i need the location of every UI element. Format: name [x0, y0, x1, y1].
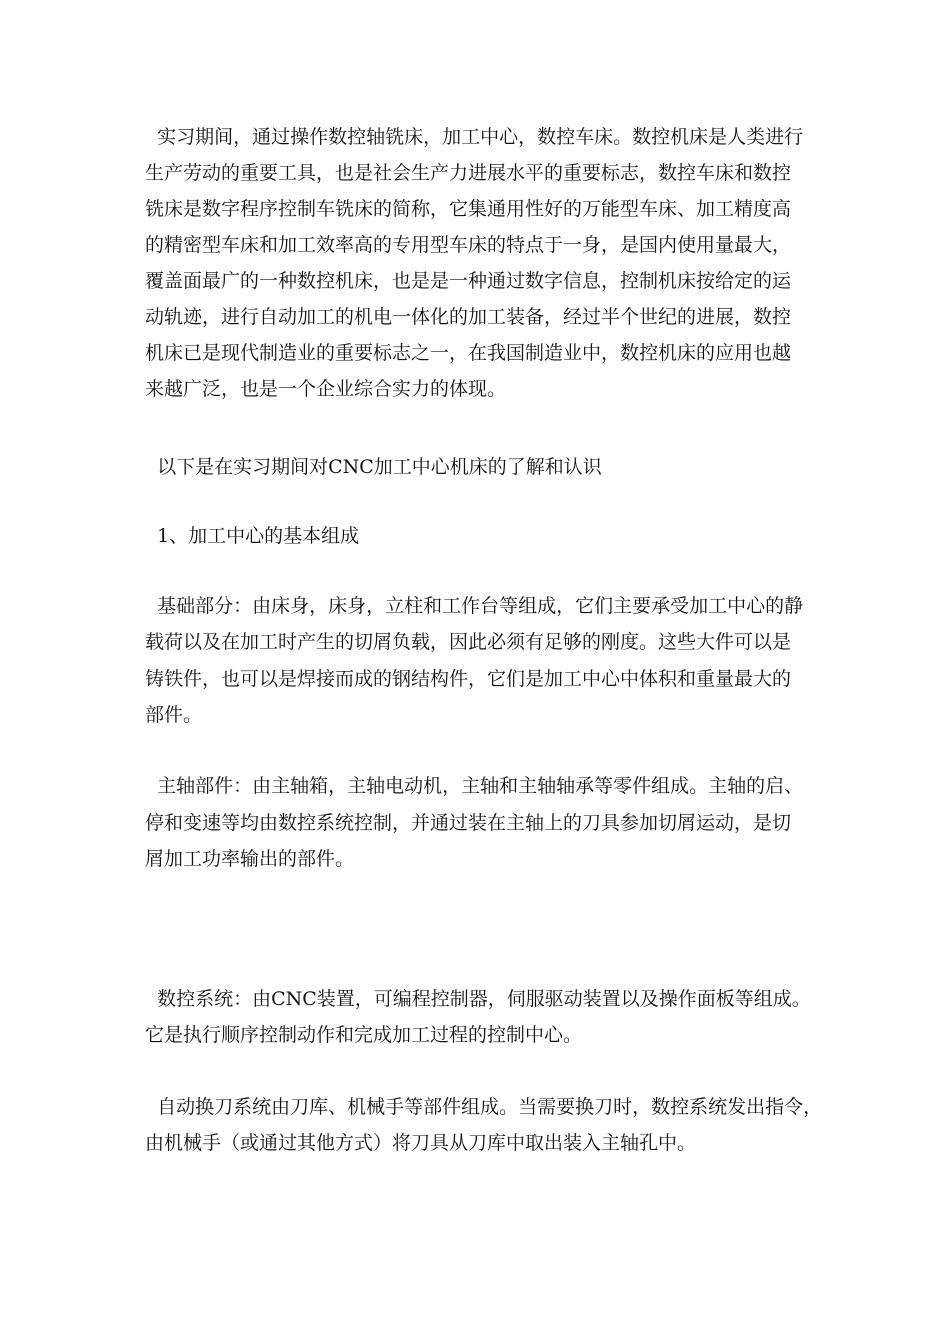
intro-paragraph-line: 动轨迹，进行自动加工的机电一体化的加工装备，经过半个世纪的进展，数控 [145, 306, 792, 328]
intro-paragraph-line: 的精密型车床和加工效率高的专用型车床的特点于一身，是国内使用量最大， [145, 234, 792, 256]
cnc-system-section-line: 数控系统：由CNC装置，可编程控制器，伺服驱动装置以及操作面板等组成。 [145, 988, 811, 1010]
cnc-intro-line: 以下是在实习期间对CNC加工中心机床的了解和认识 [145, 456, 602, 478]
spindle-section-line: 主轴部件：由主轴箱，主轴电动机，主轴和主轴轴承等零件组成。主轴的启、 [145, 775, 804, 797]
base-section-line: 载荷以及在加工时产生的切屑负载，因此必须有足够的刚度。这些大件可以是 [145, 631, 792, 653]
intro-paragraph-line: 生产劳动的重要工具，也是社会生产力进展水平的重要标志，数控车床和数控 [145, 162, 792, 184]
cnc-system-section-line: 它是执行顺序控制动作和完成加工过程的控制中心。 [145, 1024, 583, 1046]
tool-change-section-line: 由机械手（或通过其他方式）将刀具从刀库中取出装入主轴孔中。 [145, 1132, 697, 1154]
intro-paragraph-line: 覆盖面最广的一种数控机床，也是是一种通过数字信息，控制机床按给定的运 [145, 270, 792, 292]
tool-change-section-line: 自动换刀系统由刀库、机械手等部件组成。当需要换刀时，数控系统发出指令， [145, 1096, 823, 1118]
base-section-line: 铸铁件，也可以是焊接而成的钢结构件，它们是加工中心中体积和重量最大的 [145, 668, 792, 690]
intro-paragraph-line: 来越广泛，也是一个企业综合实力的体现。 [145, 378, 507, 400]
section-heading: 1、加工中心的基本组成 [145, 525, 360, 547]
intro-paragraph-line: 机床已是现代制造业的重要标志之一，在我国制造业中，数控机床的应用也越 [145, 342, 792, 364]
base-section-line: 基础部分：由床身，床身，立柱和工作台等组成，它们主要承受加工中心的静 [145, 595, 804, 617]
intro-paragraph-line: 实习期间，通过操作数控轴铣床，加工中心，数控车床。数控机床是人类进行 [145, 126, 804, 148]
spindle-section-line: 停和变速等均由数控系统控制，并通过装在主轴上的刀具参加切屑运动，是切 [145, 812, 792, 834]
base-section-line: 部件。 [145, 704, 203, 726]
intro-paragraph-line: 铣床是数字程序控制车铣床的简称，它集通用性好的万能型车床、加工精度高 [145, 198, 792, 220]
spindle-section-line: 屑加工功率输出的部件。 [145, 848, 355, 870]
